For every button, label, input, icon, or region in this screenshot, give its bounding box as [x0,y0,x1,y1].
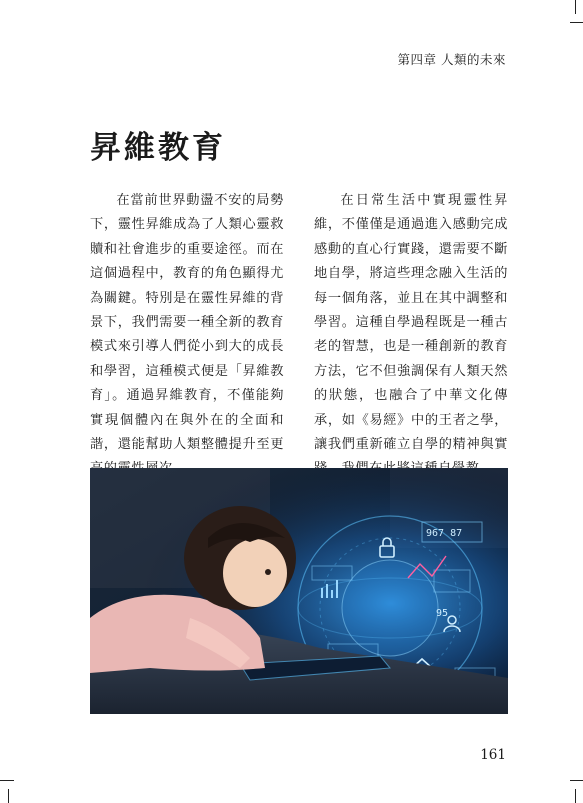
body-column-right: 在日常生活中實現靈性昇維，不僅僅是通過進入感動完成感動的直心行實踐，還需要不斷地自學，將這些理念融入生活的每一個角落，並且在其中調整和學習。這種自學過程既是一種古老的智慧，也是一種創新的教育方法，它不但強調保有人類天然的狀態，也融合了中華文化傳承，如《易經》中的王者之學，讓我們重新確立自學的精神與實 [314,193,508,453]
crop-mark-bottom-left-h [0,780,14,781]
crop-mark-top-right-h [570,22,583,23]
illustration-child-with-holographic-interface [90,468,508,714]
crop-mark-bottom-right-v [575,789,576,803]
hud-readout-3: 967 87 [426,528,463,539]
hud-readout-1: 95 [436,608,449,619]
body-column-left: 在當前世界動盪不安的局勢下，靈性昇維成為了人類心靈救贖和社會進步的重要途徑。而在這個過程中，教育的角色顯得尤為關鍵。特別是在靈性昇維的背景下，我們需要一種全新的教育模式來引導人們從小到大的成長和學習，這種模式便是「昇維教育」。通過昇維教育，不僅能夠實現個體內在與外在的全面和諧，還能幫助人類整體提升至更 [90,193,284,453]
page-number: 161 [480,747,506,763]
crop-mark-top-right-v [575,0,576,14]
crop-mark-bottom-right-h [570,780,583,781]
section-title: 昇維教育 [90,130,226,166]
crop-mark-bottom-left-v [8,789,9,803]
running-header: 第四章 人類的未來 [397,52,506,67]
